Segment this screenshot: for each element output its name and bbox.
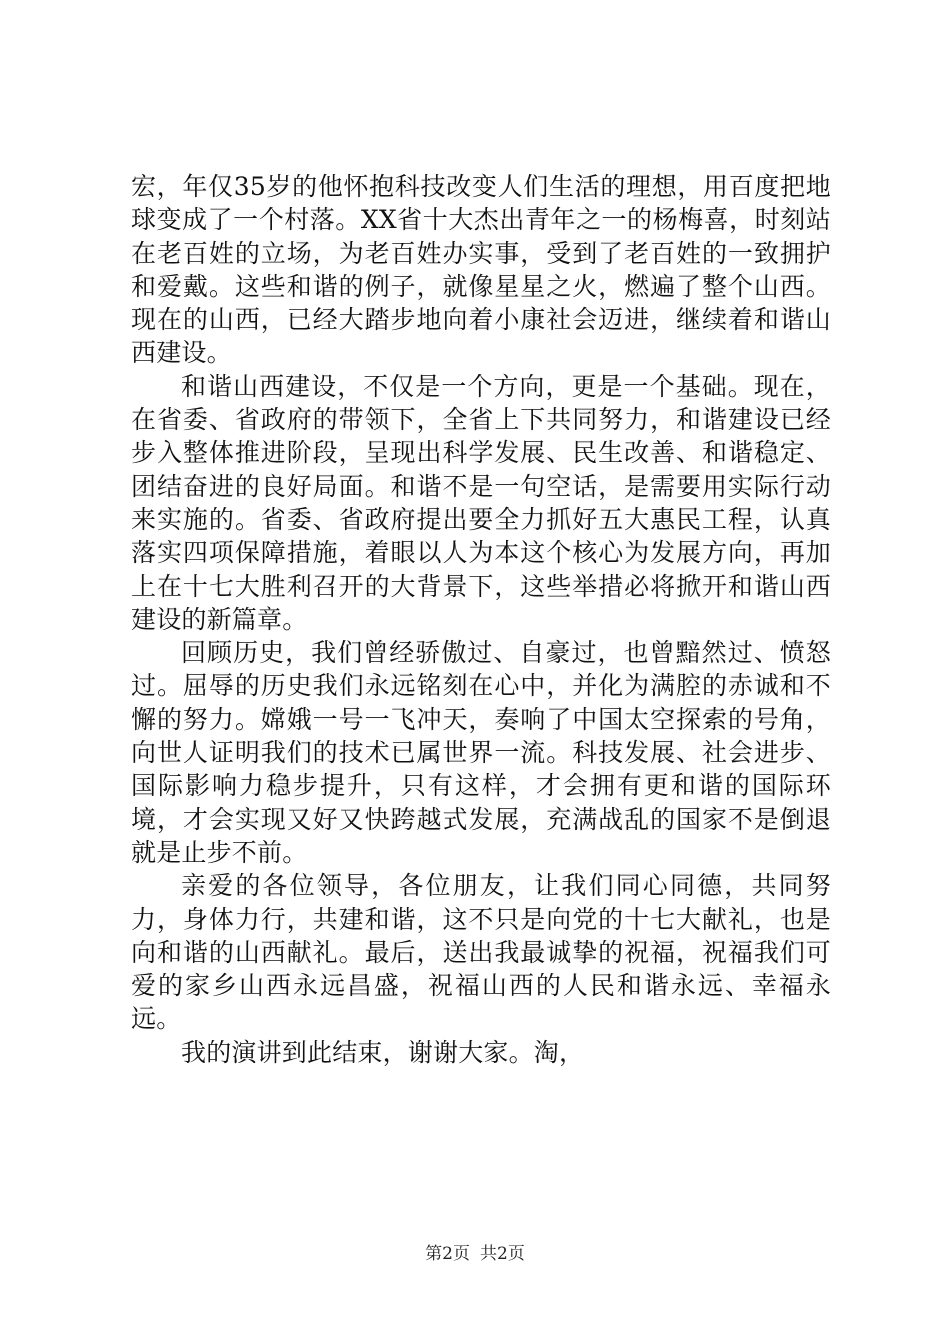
paragraph-1: 宏，年仅35岁的他怀抱科技改变人们生活的理想，用百度把地球变成了一个村落。XX省十大杰出青年之一的杨梅喜，时刻站在老百姓的立场，为老百姓办实事，受到了老百姓的一致拥护和爱戴。这些和谐的例子，就像星星之火，燃遍了整个山西。现在的山西，已经大踏步地向着小康社会迈进，继续着和谐山西建设。	[131, 172, 831, 368]
document-body	[131, 170, 831, 1069]
page-number-total: 共2页	[480, 1244, 525, 1264]
paragraph-2: 和谐山西建设，不仅是一个方向，更是一个基础。现在，在省委、省政府的带领下，全省上下共同努力，和谐建设已经步入整体推进阶段，呈现出科学发展、民生改善、和谐稳定、团结奋进的良好局面。和谐不是一句空话，是需要用实际行动来实施的。省委、省政府提出要全力抓好五大惠民工程，认真落实四项保障措施，着眼以人为本这个核心为发展方向，再加上在十七大胜利召开的大背景下，这些举措必将掀开和谐山西建设的新篇章。	[131, 371, 831, 634]
paragraph-4: 亲爱的各位领导，各位朋友，让我们同心同德，共同努力，身体力行，共建和谐，这不只是向党的十七大献礼，也是向和谐的山西献礼。最后，送出我最诚挚的祝福，祝福我们可爱的家乡山西永远昌盛，祝福山西的人民和谐永远、幸福永远。	[131, 871, 831, 1034]
page-footer	[0, 1243, 950, 1265]
paragraph-3: 回顾历史，我们曾经骄傲过、自豪过，也曾黯然过、愤怒过。屈辱的历史我们永远铭刻在心中，并化为满腔的赤诚和不懈的努力。嫦娥一号一飞冲天，奏响了中国太空探索的号角，向世人证明我们的技术已属世界一流。科技发展、社会进步、国际影响力稳步提升，只有这样，才会拥有更和谐的国际环境，才会实现又好又快跨越式发展，充满战乱的国家不是倒退就是止步不前。	[131, 638, 831, 867]
paragraph-5: 我的演讲到此结束，谢谢大家。淘，	[181, 1037, 585, 1067]
page-number-current: 第2页	[425, 1244, 470, 1264]
